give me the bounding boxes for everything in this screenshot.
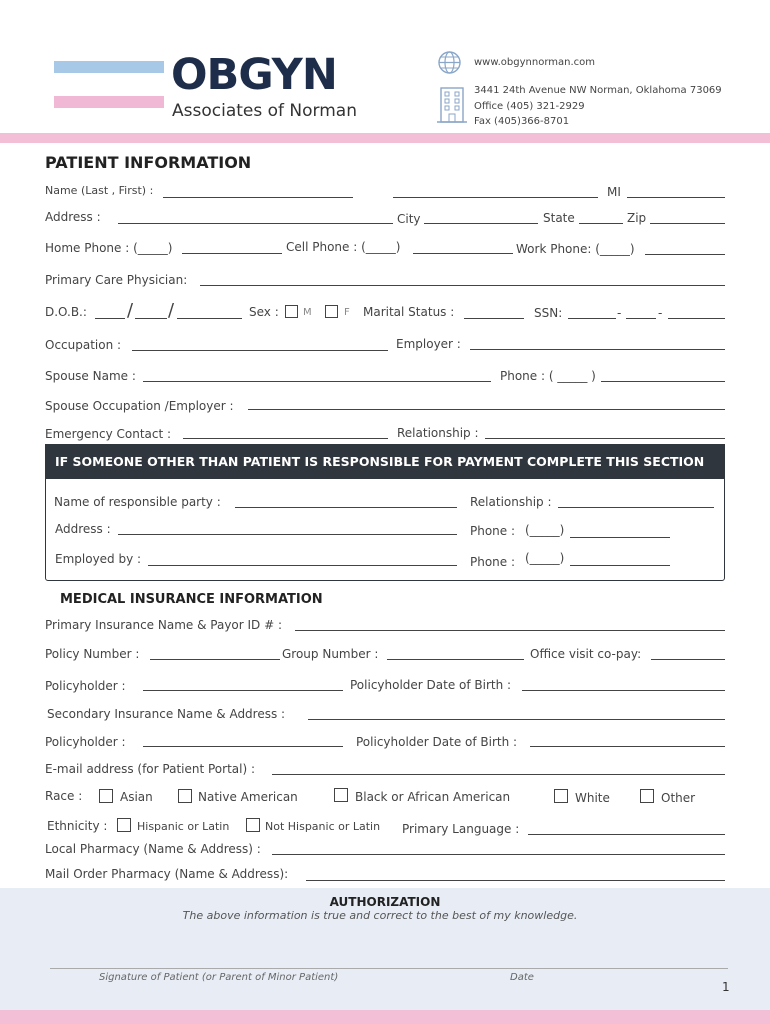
email-label: E-mail address (for Patient Portal) : [45, 762, 256, 776]
logo-pink-bar [54, 96, 164, 108]
primary-language-field[interactable] [528, 834, 725, 835]
secondary-policyholder-dob-label: Policyholder Date of Birth : [356, 735, 518, 749]
local-pharmacy-label: Local Pharmacy (Name & Address) : [45, 842, 261, 856]
employer-field[interactable] [470, 349, 725, 350]
building-icon [436, 86, 468, 124]
zip-field[interactable] [650, 223, 725, 224]
race-other-checkbox[interactable] [640, 789, 654, 803]
name-label: Name (Last , First) : [45, 184, 154, 197]
ssn-label: SSN: [534, 306, 563, 320]
copay-label: Office visit co-pay: [530, 647, 642, 661]
emergency-contact-label: Emergency Contact : [45, 427, 172, 441]
work-phone-field[interactable] [645, 254, 725, 255]
responsible-party-heading: IF SOMEONE OTHER THAN PATIENT IS RESPONSIBLE FOR PAYMENT COMPLETE THIS SECTION [45, 444, 725, 479]
primary-insurance-field[interactable] [295, 630, 725, 631]
address-field[interactable] [118, 223, 393, 224]
city-field[interactable] [424, 223, 538, 224]
ethnicity-hispanic-checkbox[interactable] [117, 818, 131, 832]
mail-pharmacy-field[interactable] [306, 880, 725, 881]
ethnicity-not-hispanic-label: Not Hispanic or Latin [265, 820, 381, 833]
authorization-statement: The above information is true and correct to the best of my knowledge. [182, 909, 578, 922]
responsible-relationship-field[interactable] [558, 507, 714, 508]
responsible-name-field[interactable] [235, 507, 457, 508]
emergency-contact-field[interactable] [183, 438, 388, 439]
secondary-insurance-label: Secondary Insurance Name & Address : [47, 707, 286, 721]
date-label: Date [510, 972, 534, 983]
fax-number: Fax (405)366-8701 [474, 116, 570, 127]
spouse-phone-field[interactable] [601, 381, 725, 382]
last-name-field[interactable] [163, 197, 353, 198]
dob-separator: / [127, 300, 134, 321]
ssn-part2-field[interactable] [626, 318, 656, 319]
secondary-policyholder-field[interactable] [143, 746, 343, 747]
race-white-checkbox[interactable] [554, 789, 568, 803]
cell-phone-label: Cell Phone : (_____) [286, 240, 401, 254]
race-other-label: Other [661, 791, 696, 805]
first-name-field[interactable] [393, 197, 598, 198]
employer-label: Employer : [396, 337, 461, 351]
occupation-field[interactable] [132, 350, 388, 351]
state-label: State [543, 211, 575, 225]
authorization-title: AUTHORIZATION [329, 895, 441, 909]
dob-day-field[interactable] [135, 318, 167, 319]
mi-label: MI [607, 185, 621, 199]
spouse-name-label: Spouse Name : [45, 369, 136, 383]
race-label: Race : [45, 789, 83, 803]
patient-info-title: PATIENT INFORMATION [45, 153, 252, 172]
employer-phone-label: Phone : [470, 555, 516, 569]
dob-separator: / [168, 300, 175, 321]
work-phone-label: Work Phone: (_____) [516, 242, 635, 256]
sex-f-checkbox[interactable] [325, 305, 338, 318]
ssn-dash: - [617, 306, 622, 320]
emergency-relationship-label: Relationship : [397, 426, 479, 440]
secondary-policyholder-label: Policyholder : [45, 735, 126, 749]
sex-m-label: M [303, 307, 312, 318]
responsible-address-label: Address : [55, 522, 111, 536]
employer-phone-area: (_____) [525, 551, 565, 565]
policy-number-label: Policy Number : [45, 647, 140, 661]
footer-band [0, 1010, 770, 1024]
primary-language-label: Primary Language : [402, 822, 520, 836]
pcp-label: Primary Care Physician: [45, 273, 188, 287]
responsible-phone-field[interactable] [570, 537, 670, 538]
logo-title: OBGYN [171, 50, 337, 100]
page-number: 1 [722, 980, 730, 994]
primary-insurance-label: Primary Insurance Name & Payor ID # : [45, 618, 283, 632]
globe-icon [437, 50, 462, 75]
responsible-phone-label: Phone : [470, 524, 516, 538]
zip-label: Zip [627, 211, 647, 225]
responsible-name-label: Name of responsible party : [54, 495, 221, 509]
responsible-phone-area: (_____) [525, 523, 565, 537]
state-field[interactable] [579, 223, 623, 224]
mi-field[interactable] [627, 197, 725, 198]
responsible-address-field[interactable] [118, 534, 457, 535]
address-label: Address : [45, 210, 101, 224]
spouse-occupation-field[interactable] [248, 409, 725, 410]
secondary-insurance-field[interactable] [308, 719, 725, 720]
city-label: City [397, 212, 421, 226]
logo-subtitle: Associates of Norman [172, 101, 357, 121]
occupation-label: Occupation : [45, 338, 122, 352]
signature-label: Signature of Patient (or Parent of Minor Patient) [99, 972, 339, 983]
header-divider [0, 133, 770, 143]
group-number-field[interactable] [387, 659, 524, 660]
home-phone-field[interactable] [182, 253, 282, 254]
marital-status-field[interactable] [464, 318, 524, 319]
address-text: 3441 24th Avenue NW Norman, Oklahoma 73069 [474, 85, 722, 96]
mail-pharmacy-label: Mail Order Pharmacy (Name & Address): [45, 867, 289, 881]
spouse-phone-label: Phone : ( _____ ) [500, 369, 596, 383]
policy-number-field[interactable] [150, 659, 280, 660]
sex-m-checkbox[interactable] [285, 305, 298, 318]
office-phone: Office (405) 321-2929 [474, 101, 585, 112]
race-black-label: Black or African American [355, 790, 511, 804]
sex-label: Sex : [249, 305, 279, 319]
copay-field[interactable] [651, 659, 725, 660]
home-phone-label: Home Phone : (_____) [45, 241, 173, 255]
ethnicity-label: Ethnicity : [47, 819, 108, 833]
ethnicity-hispanic-label: Hispanic or Latin [137, 820, 230, 833]
pcp-field[interactable] [200, 285, 725, 286]
employer-phone-field[interactable] [570, 565, 670, 566]
responsible-relationship-label: Relationship : [470, 495, 552, 509]
local-pharmacy-field[interactable] [272, 854, 725, 855]
race-asian-checkbox[interactable] [99, 789, 113, 803]
employed-by-field[interactable] [148, 565, 457, 566]
employed-by-label: Employed by : [55, 552, 142, 566]
emergency-relationship-field[interactable] [485, 438, 725, 439]
website-link[interactable]: www.obgynnorman.com [474, 57, 596, 68]
spouse-name-field[interactable] [143, 381, 491, 382]
policyholder-dob-field[interactable] [522, 690, 725, 691]
cell-phone-field[interactable] [413, 253, 513, 254]
dob-label: D.O.B.: [45, 305, 87, 319]
policyholder-dob-label: Policyholder Date of Birth : [350, 678, 512, 692]
race-white-label: White [575, 791, 610, 805]
race-asian-label: Asian [120, 790, 153, 804]
email-field[interactable] [272, 774, 725, 775]
ethnicity-not-hispanic-checkbox[interactable] [246, 818, 260, 832]
marital-status-label: Marital Status : [363, 305, 455, 319]
race-native-american-checkbox[interactable] [178, 789, 192, 803]
logo-blue-bar [54, 61, 164, 73]
policyholder-field[interactable] [143, 690, 343, 691]
race-black-checkbox[interactable] [334, 788, 348, 802]
spouse-occupation-label: Spouse Occupation /Employer : [45, 399, 234, 413]
signature-line[interactable] [50, 968, 728, 969]
ssn-dash: - [658, 306, 663, 320]
policyholder-label: Policyholder : [45, 679, 126, 693]
ssn-part1-field[interactable] [568, 318, 616, 319]
secondary-policyholder-dob-field[interactable] [530, 746, 725, 747]
race-native-american-label: Native American [198, 790, 298, 804]
dob-month-field[interactable] [95, 318, 125, 319]
insurance-title: MEDICAL INSURANCE INFORMATION [60, 592, 323, 607]
sex-f-label: F [344, 307, 350, 318]
group-number-label: Group Number : [282, 647, 379, 661]
dob-year-field[interactable] [177, 318, 242, 319]
ssn-part3-field[interactable] [668, 318, 725, 319]
